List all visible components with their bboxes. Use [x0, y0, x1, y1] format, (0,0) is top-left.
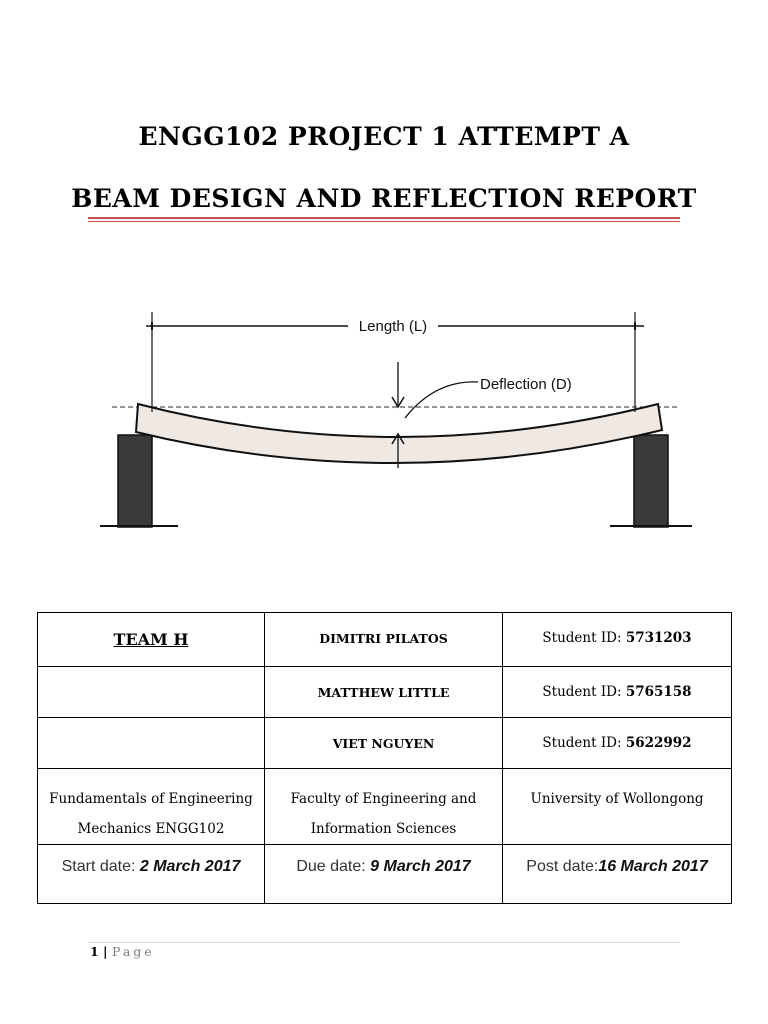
start-date-label: Start date: — [61, 858, 140, 875]
student-id: 5731203 — [625, 630, 692, 646]
footer-separator: | — [98, 944, 112, 959]
page-number: 1 — [90, 944, 99, 959]
student-id-cell — [503, 613, 732, 667]
post-date-cell — [503, 845, 732, 904]
student-id: 5765158 — [625, 684, 692, 700]
member-name: MATTHEW LITTLE — [317, 685, 450, 700]
member-name-cell — [265, 613, 503, 667]
footer-divider — [88, 942, 680, 943]
team-cell — [38, 613, 265, 667]
team-info-table — [37, 612, 732, 904]
due-date-value: 9 March 2017 — [370, 858, 471, 875]
page-footer — [90, 944, 155, 959]
deflection-label: Deflection (D) — [480, 376, 572, 393]
due-date-label: Due date: — [296, 858, 371, 875]
empty-cell — [38, 718, 265, 769]
subject-line-2: Mechanics ENGG102 — [77, 821, 225, 837]
team-name: TEAM H — [113, 630, 189, 649]
deflected-beam — [136, 404, 662, 463]
left-support — [118, 435, 152, 527]
faculty-line-2: Information Sciences — [310, 821, 457, 837]
post-date-label: Post date: — [526, 858, 599, 875]
subject-line-1: Fundamentals of Engineering — [49, 791, 253, 807]
start-date-cell — [38, 845, 265, 904]
student-id-label: Student ID: — [542, 735, 626, 751]
table-row — [38, 613, 732, 667]
subject-cell — [38, 769, 265, 845]
member-name-cell — [265, 667, 503, 718]
student-id-label: Student ID: — [542, 684, 626, 700]
beam-deflection-diagram — [100, 300, 700, 540]
table-row — [38, 845, 732, 904]
empty-cell — [38, 667, 265, 718]
member-name: VIET NGUYEN — [332, 736, 435, 751]
student-id: 5622992 — [625, 735, 692, 751]
student-id-cell — [503, 718, 732, 769]
title-underline — [88, 217, 680, 219]
title-line-1: ENGG102 PROJECT 1 ATTEMPT A — [138, 122, 630, 151]
due-date-cell — [265, 845, 503, 904]
post-date-value: 16 March 2017 — [598, 858, 708, 875]
title-line-2: BEAM DESIGN AND REFLECTION REPORT — [71, 184, 697, 213]
right-support — [634, 435, 668, 527]
page-word: Page — [111, 944, 155, 959]
table-row — [38, 769, 732, 845]
member-name-cell — [265, 718, 503, 769]
table-row — [38, 667, 732, 718]
student-id-label: Student ID: — [542, 630, 626, 646]
length-label: Length (L) — [358, 318, 428, 335]
table-row — [38, 718, 732, 769]
title-underline-thin — [88, 221, 680, 222]
university-name: University of Wollongong — [530, 791, 704, 807]
university-cell — [503, 769, 732, 845]
faculty-line-1: Faculty of Engineering and — [290, 791, 477, 807]
faculty-cell — [265, 769, 503, 845]
student-id-cell — [503, 667, 732, 718]
deflection-leader — [405, 382, 478, 418]
member-name: DIMITRI PILATOS — [319, 631, 448, 646]
start-date-value: 2 March 2017 — [139, 858, 241, 875]
